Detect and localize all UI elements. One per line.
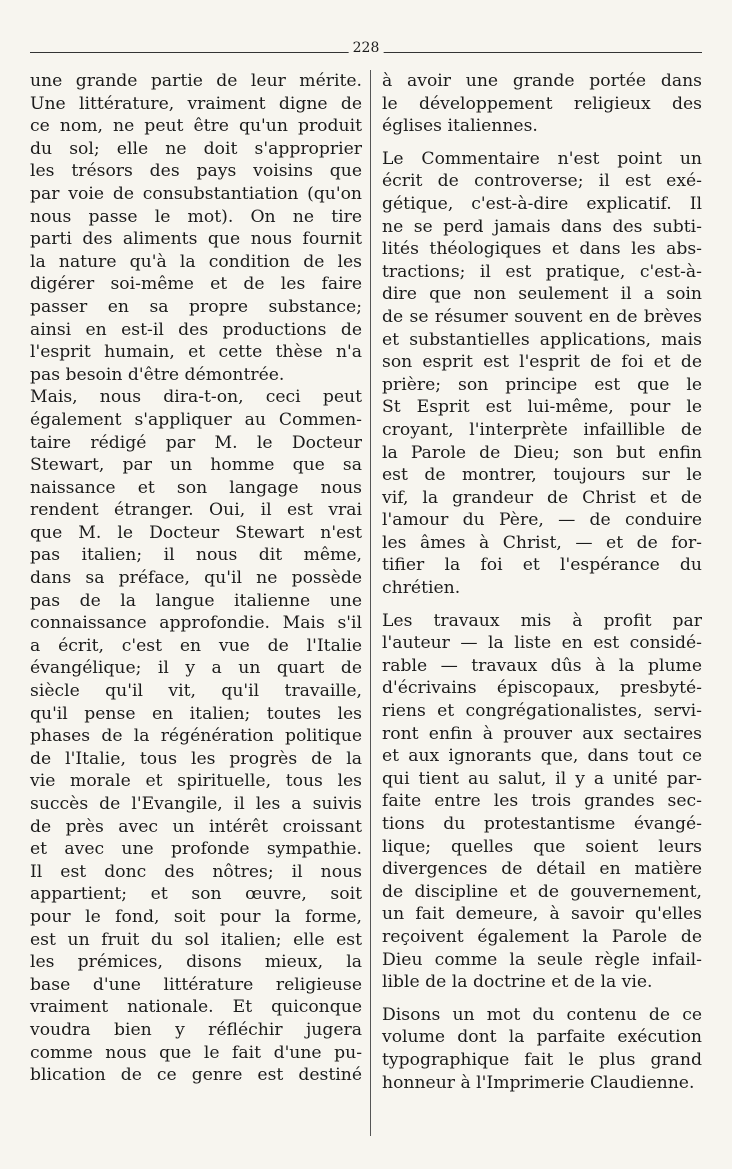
text-line: dans sa préface, qu'il ne possède [30,568,362,589]
text-line: évangélique; il y a un quart de [30,658,362,679]
paragraph-gap [382,994,702,1004]
text-line: croyant, l'interprète infaillible de [382,419,702,440]
text-line: prière; son principe est que le [382,374,702,395]
text-line: naissance et son langage nous [30,477,362,498]
text-line: le développement religieux des [382,93,702,114]
page-number: 228 [349,40,384,56]
text-line: honneur à l'Imprimerie Claudienne. [382,1072,695,1093]
text-line: pas italien; il nous dit même, [30,545,362,566]
text-line: parti des aliments que nous fournit [30,229,362,250]
text-line: lible de la doctrine et de la vie. [382,972,653,993]
text-line: Dieu comme la seule règle infail- [382,949,702,970]
text-line: la nature qu'à la condition de les [30,251,362,272]
text-line: rendent étranger. Oui, il est vrai [30,500,362,521]
text-line: typographique fait le plus grand [382,1049,702,1070]
text-line: blication de ce genre est destiné [30,1065,362,1086]
text-line: vif, la grandeur de Christ et de [382,487,702,508]
text-line: ce nom, ne peut être qu'un produit [30,116,362,137]
text-line: de près avec un intérêt croissant [30,816,362,837]
text-line: lités théologiques et dans les abs- [382,239,702,260]
text-line: rable — travaux dûs à la plume [382,655,702,676]
text-line: les prémices, disons mieux, la [30,952,362,973]
text-line: riens et congrégationalistes, servi- [382,701,702,722]
text-line: qui tient au salut, il y a unité par- [382,768,702,789]
text-line: Stewart, par un homme que sa [30,455,362,476]
text-line: la Parole de Dieu; son but enfin [382,442,702,463]
text-line: et avec une profonde sympathie. [30,839,362,860]
page-header [30,38,702,56]
text-line: l'auteur — la liste en est considé- [382,633,702,654]
text-line: Mais, nous dira-t-on, ceci peut [30,387,362,408]
text-line: passer en sa propre substance; [30,296,362,317]
text-line: taire rédigé par M. le Docteur [30,432,362,453]
text-line: comme nous que le fait d'une pu- [30,1042,362,1063]
text-line: digérer soi-même et de les faire [30,274,362,295]
text-line: reçoivent également la Parole de [382,926,702,947]
text-line: dire que non seulement il a soin [382,284,702,305]
text-line: pas de la langue italienne une [30,590,362,611]
paragraph-gap [382,600,702,610]
text-line: siècle qu'il vit, qu'il travaille, [30,681,362,702]
text-line: pas besoin d'être démontrée. [30,364,285,385]
text-line: par voie de consubstantiation (qu'on [30,183,362,204]
text-line: vraiment nationale. Et quiconque [30,997,362,1018]
text-line: ainsi en est-il des productions de [30,319,362,340]
text-line: écrit de controverse; il est exé- [382,171,702,192]
text-line: base d'une littérature religieuse [30,974,362,995]
text-line: voudra bien y réfléchir jugera [30,1019,362,1040]
text-line: et aux ignorants que, dans tout ce [382,746,702,767]
text-line: de discipline et de gouvernement, [382,881,702,902]
text-line: son esprit est l'esprit de foi et de [382,352,702,373]
text-line: tions du protestantisme évangé- [382,814,702,834]
column-divider [370,70,371,1136]
text-line: églises italiennes. [382,116,538,137]
text-line: de l'Italie, tous les progrès de la [30,748,362,769]
text-line: tifier la foi et l'espérance du [382,555,702,576]
text-line: d'écrivains épiscopaux, presbyté- [382,678,702,699]
text-line: divergences de détail en matière [382,859,702,880]
text-line: l'esprit humain, et cette thèse n'a [30,342,362,363]
text-line: ront enfin à prouver aux sectaires [382,723,702,744]
text-line: volume dont la parfaite exécution [382,1027,702,1048]
text-line: Il est donc des nôtres; il nous [30,861,362,882]
text-line: appartient; et son œuvre, soit [30,884,362,905]
text-line: Le Commentaire n'est point un [382,148,702,169]
text-line: gétique, c'est-à-dire explicatif. Il [382,193,702,214]
text-line: pour le fond, soit pour la forme, [30,906,362,927]
text-line: que M. le Docteur Stewart n'est [30,522,362,543]
text-line: connaissance approfondie. Mais s'il [30,613,362,634]
text-line: Les travaux mis à profit par [382,610,702,631]
text-line: est un fruit du sol italien; elle est [30,929,362,950]
paragraph-gap [382,138,702,148]
text-line: de se résumer souvent en de brèves [382,306,702,327]
text-line: faite entre les trois grandes sec- [382,791,702,812]
text-line: Une littérature, vraiment digne de [30,93,362,114]
left-column [30,70,362,1087]
text-line: succès de l'Evangile, il les a suivis [30,794,362,814]
text-line: qu'il pense en italien; toutes les [30,703,362,724]
text-line: et substantielles applications, mais [382,329,702,350]
text-line: à avoir une grande portée dans [382,71,702,91]
text-line: nous passe le mot). On ne tire [30,206,362,227]
text-line: les trésors des pays voisins que [30,161,362,182]
text-line: également s'appliquer au Commen- [30,409,362,430]
text-line: est de montrer, toujours sur le [382,465,702,486]
text-line: du sol; elle ne doit s'approprier [30,138,362,159]
right-column [382,70,702,1094]
text-line: phases de la régénération politique [30,726,362,747]
text-line: a écrit, c'est en vue de l'Italie [30,635,362,656]
text-line: les âmes à Christ, — et de for- [382,532,702,553]
text-line: l'amour du Père, — de conduire [382,510,702,531]
text-line: Disons un mot du contenu de ce [382,1004,702,1025]
text-line: une grande partie de leur mérite. [30,71,362,91]
text-line: ne se perd jamais dans des subti- [382,216,702,237]
text-line: lique; quelles que soient leurs [382,836,702,857]
text-line: vie morale et spirituelle, tous les [30,771,362,792]
text-line: St Esprit est lui-même, pour le [382,397,702,418]
text-line: un fait demeure, à savoir qu'elles [382,904,702,925]
text-line: chrétien. [382,578,461,599]
text-line: tractions; il est pratique, c'est-à- [382,261,702,282]
